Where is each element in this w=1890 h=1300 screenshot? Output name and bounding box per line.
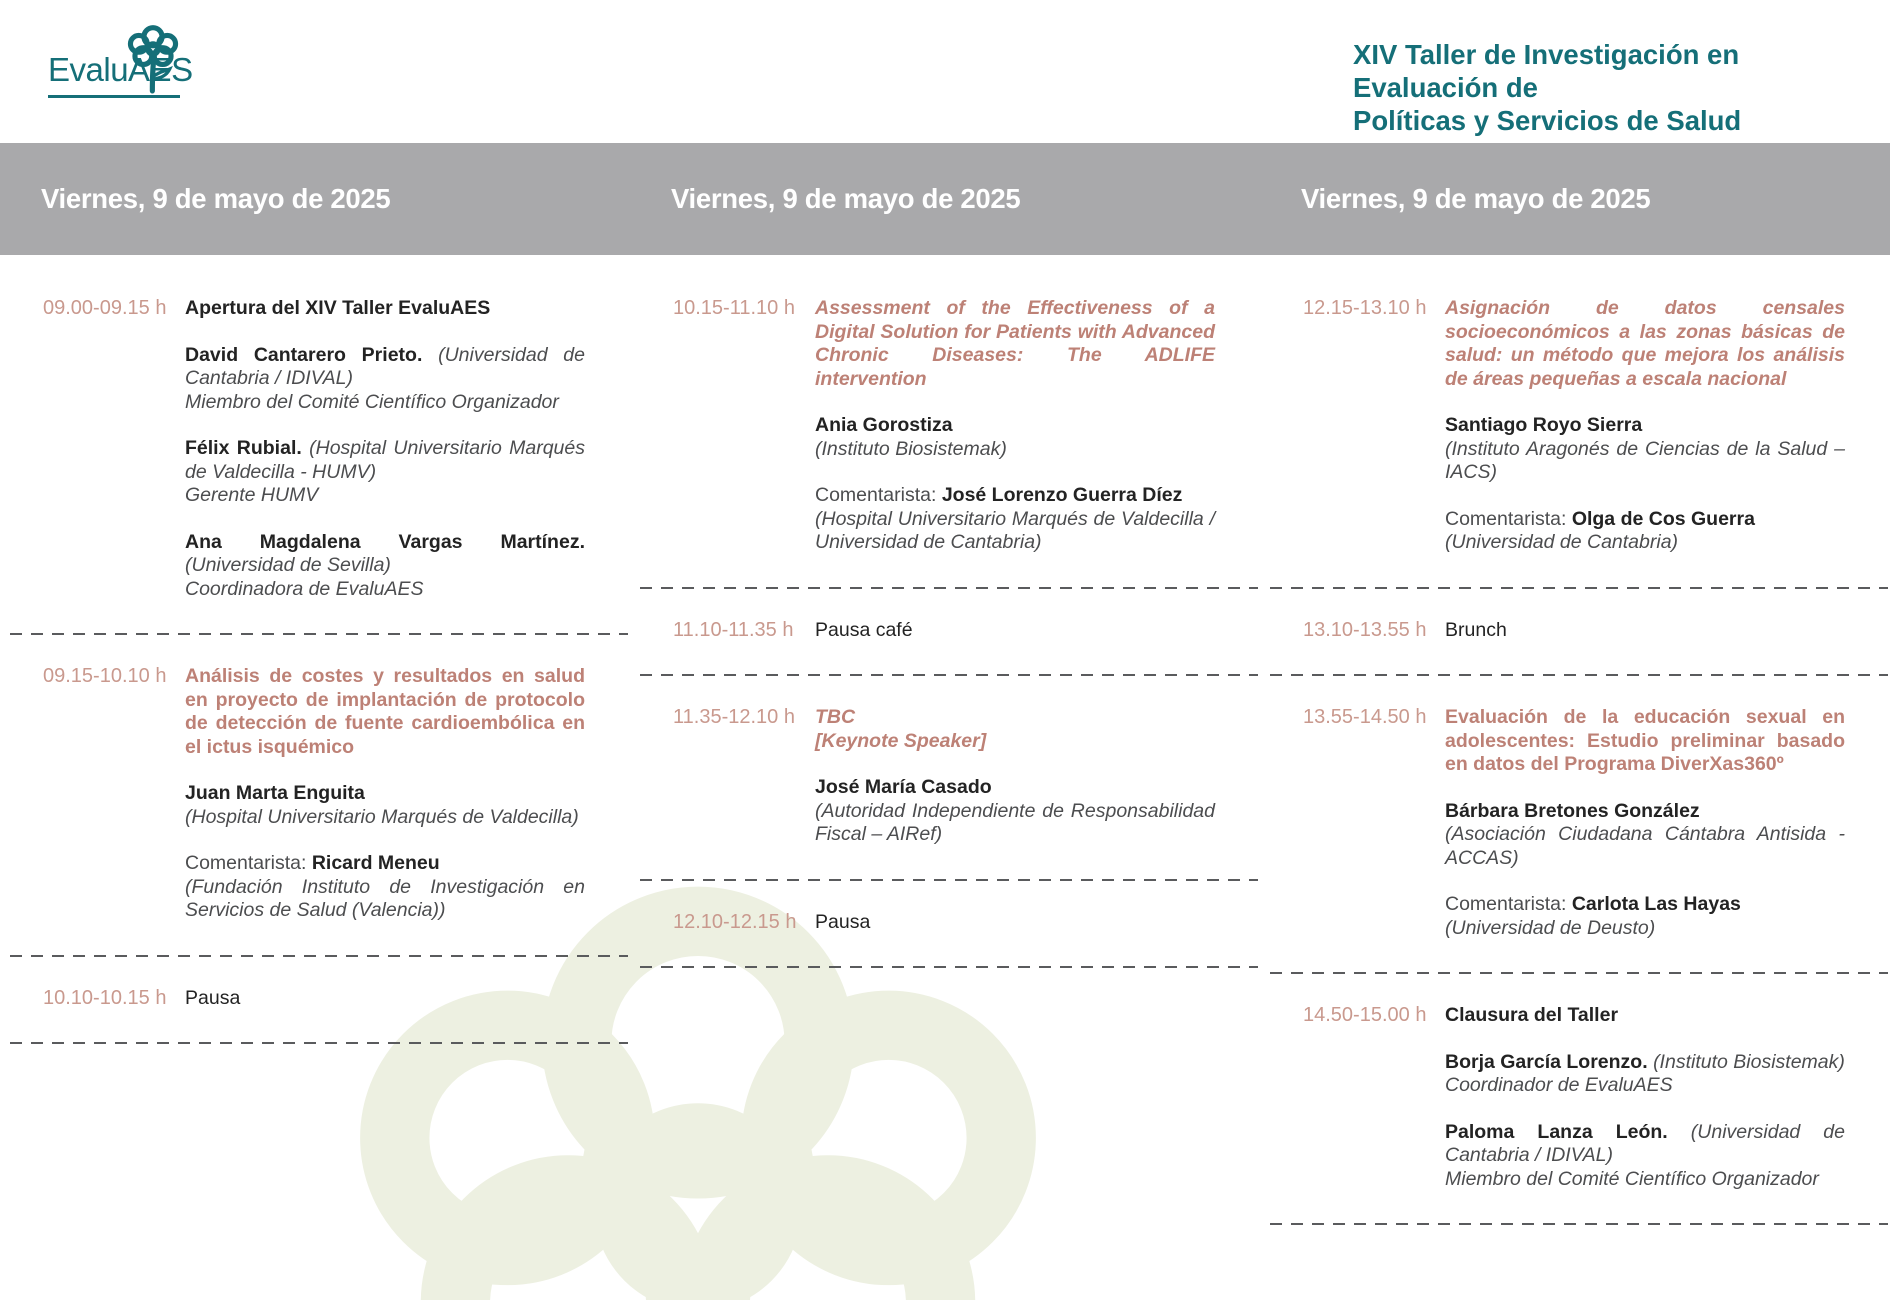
event-title-line1: XIV Taller de Investigación en Evaluación de [1353,39,1740,103]
session-separator [1270,1223,1888,1225]
session-title: Assessment of the Effectiveness of a Digital Solution for Patients with Advanced Chronic Diseases: The ADLIFE intervention [815,297,1215,390]
speaker [185,531,585,602]
column-header: Viernes, 9 de mayo de 2025 [41,183,391,214]
column-header: Viernes, 9 de mayo de 2025 [671,183,1021,214]
speaker [1445,1121,1845,1192]
speaker-name: Borja García Lorenzo. [1445,1050,1648,1073]
session-content [815,911,1215,935]
session-content [1445,297,1845,555]
session [640,881,1258,967]
speaker [815,776,1215,847]
session-title: Evaluación de la educación sexual en adolescentes: Estudio preliminar basado en datos del Programa DiverXas360º [1445,706,1845,775]
speaker-affiliation: (Universidad de Sevilla) [185,554,391,576]
speaker [185,782,585,829]
program-column [10,255,628,1044]
session [1270,267,1888,587]
program-column [1270,255,1888,1225]
speaker-affiliation: (Instituto Biosistemak) [815,437,1007,460]
speaker-name: David Cantarero Prieto. [185,343,423,366]
commentator-label: Comentarista: [185,852,312,874]
program-grid [10,255,1888,1225]
speaker-role: Coordinador de EvaluAES [1445,1074,1673,1096]
commentator [815,484,1215,555]
speaker-affiliation: (Hospital Universitario Marqués de Valdecilla) [185,805,579,828]
session-title: Pausa [185,986,241,1009]
speaker-name: José María Casado [815,776,992,798]
session-title: Brunch [1445,618,1507,641]
session [640,589,1258,675]
session [10,635,628,955]
speaker-affiliation: (Instituto Biosistemak) [1653,1050,1845,1073]
speaker-name: Juan Marta Enguita [185,782,365,804]
session-content [815,297,1215,555]
session-time: 09.00-09.15 h [43,297,167,319]
commentator [1445,893,1845,940]
speaker-affiliation: (Universidad de Cantabria / IDIVAL) [1445,1120,1845,1166]
session-separator [10,1042,628,1044]
evaluaes-logo-text: EvaluAES [48,51,193,88]
session-title: Análisis de costes y resultados en salud en proyecto de implantación de protocolo de detección de fuente cardioembólica en el ictus isquémico [185,665,585,758]
commentator-label: Comentarista: [1445,893,1572,915]
session-content [1445,619,1845,643]
commentator-label: Comentarista: [815,484,942,506]
speaker-role: Gerente HUMV [185,484,319,506]
evaluaes-flower-icon [124,22,182,94]
speaker-affiliation: (Asociación Ciudadana Cántabra Antisida - ACCAS) [1445,823,1845,869]
speaker [1445,1051,1845,1098]
commentator-name: Olga de Cos Guerra [1571,507,1755,530]
speaker-affiliation: (Universidad de Cantabria / IDIVAL) [185,343,585,389]
session-title: TBC [Keynote Speaker] [815,706,1215,753]
session-time: 12.15-13.10 h [1303,297,1427,319]
session-content [185,297,585,601]
session-time: 13.10-13.55 h [1303,618,1427,641]
session [1270,589,1888,675]
speaker-role: Coordinadora de EvaluAES [185,577,424,600]
speaker-name: Ana Magdalena Vargas Martínez. [185,530,585,553]
session [1270,676,1888,972]
day-banner [0,143,1890,255]
session-content [185,665,585,923]
session-content [815,619,1215,643]
speaker-affiliation: (Hospital Universitario Marqués de Valdecilla - HUMV) [185,437,586,483]
session-title: Clausura del Taller [1445,1004,1619,1026]
event-title-line2: Políticas y Servicios de Salud [1353,105,1742,136]
commentator-affiliation: (Universidad de Cantabria) [1445,531,1679,553]
speaker [185,344,585,415]
session [10,957,628,1043]
speaker-role: Miembro del Comité Científico Organizador [1445,1167,1819,1190]
session-time: 14.50-15.00 h [1303,1004,1427,1026]
column-header: Viernes, 9 de mayo de 2025 [1301,183,1651,214]
commentator [185,852,585,923]
speaker-role: Miembro del Comité Científico Organizador [185,390,559,413]
session-time: 13.55-14.50 h [1303,706,1427,728]
commentator-name: Carlota Las Hayas [1571,893,1741,915]
commentator-affiliation: (Fundación Instituto de Investigación en Servicios de Salud (Valencia)) [185,875,585,921]
speaker [185,437,585,508]
commentator-name: José Lorenzo Guerra Díez [941,484,1183,506]
session-title: Pausa café [815,618,913,641]
session-time: 11.35-12.10 h [673,706,795,728]
commentator-label: Comentarista: [1445,507,1572,530]
speaker-name: Ania Gorostiza [815,414,953,436]
session-title-line2: [Keynote Speaker] [815,729,987,752]
session-title: Pausa [815,910,871,933]
commentator-name: Ricard Meneu [311,852,440,874]
speaker-affiliation: (Instituto Aragonés de Ciencias de la Salud – IACS) [1445,437,1845,483]
event-title [1353,38,1873,137]
session-content [815,706,1215,847]
session-time: 09.15-10.10 h [43,665,167,687]
speaker-affiliation: (Autoridad Independiente de Responsabilidad Fiscal – AIRef) [815,799,1215,845]
speaker-name: Paloma Lanza León. [1445,1120,1668,1143]
speaker [1445,414,1845,485]
speaker [1445,800,1845,871]
session [640,676,1258,879]
session [1270,974,1888,1223]
commentator-affiliation: (Universidad de Deusto) [1445,916,1656,939]
commentator-affiliation: (Hospital Universitario Marqués de Valdecilla / Universidad de Cantabria) [815,507,1215,553]
program-column [640,255,1258,968]
session-title: Apertura del XIV Taller EvaluAES [185,297,491,319]
session-separator [640,966,1258,968]
session-content [1445,1004,1845,1191]
evaluaes-logo [48,24,193,98]
session-time: 12.10-12.15 h [673,910,797,933]
speaker-name: Bárbara Bretones González [1445,799,1700,822]
session-content [1445,706,1845,940]
commentator [1445,508,1845,555]
speaker-name: Félix Rubial. [185,437,302,459]
session-title: Asignación de datos censales socioeconómicos a las zonas básicas de salud: un método que mejora los análisis de áreas pequeñas a escala nacional [1445,297,1845,390]
speaker [815,414,1215,461]
session-time: 10.15-11.10 h [673,297,795,319]
session [10,267,628,633]
session [640,267,1258,587]
speaker-name: Santiago Royo Sierra [1445,414,1643,436]
session-content [185,987,585,1011]
session-time: 10.10-10.15 h [43,986,167,1009]
session-time: 11.10-11.35 h [673,618,794,641]
